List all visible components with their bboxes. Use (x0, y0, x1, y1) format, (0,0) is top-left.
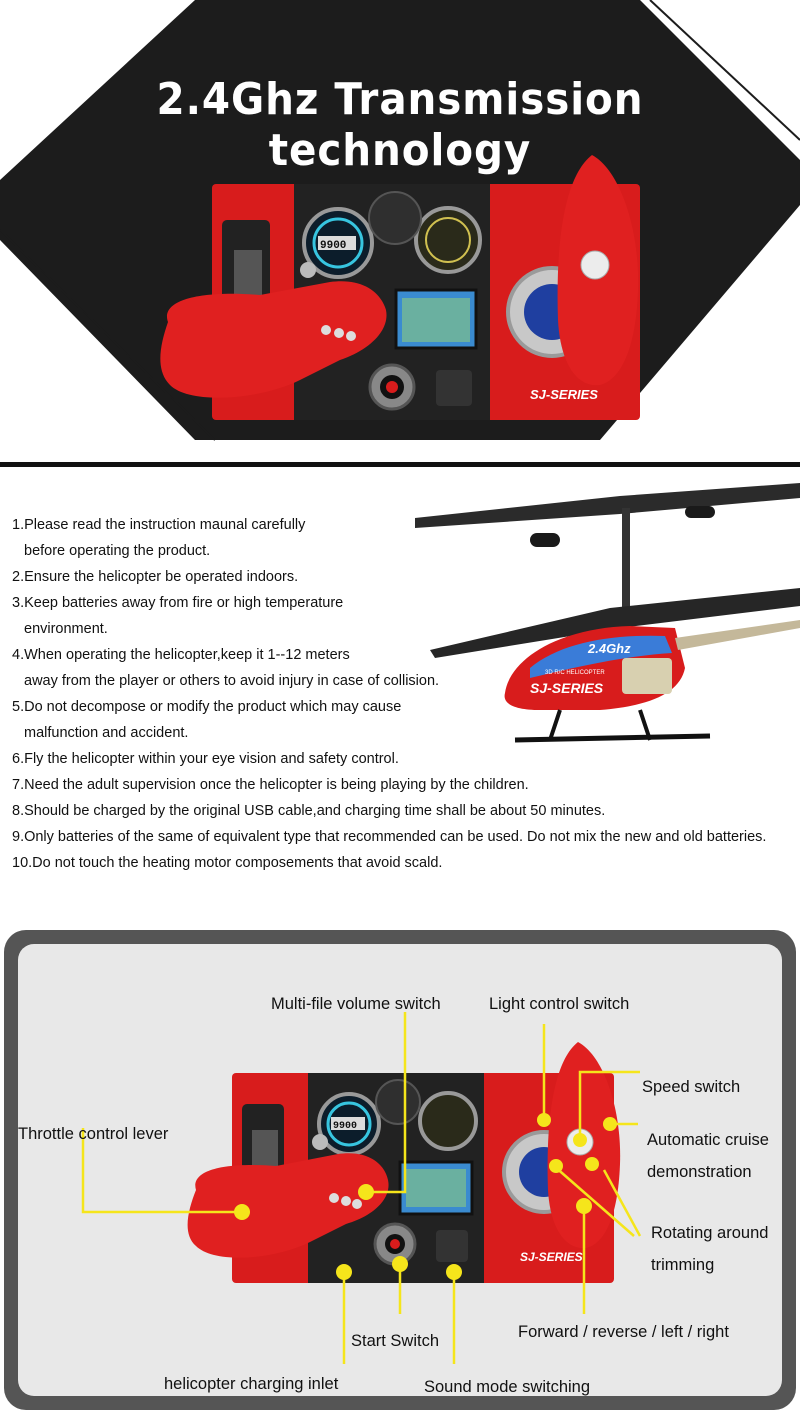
note-line: 4.When operating the helicopter,keep it 1--12 meters (12, 647, 350, 663)
note-5 (12, 694, 800, 746)
hero-brand: SJ-SERIES (530, 387, 598, 402)
label-auto-cruise: Automatic cruise (647, 1131, 769, 1149)
note-line: 6.Fly the helicopter within your eye vision and safety control. (12, 751, 399, 767)
note-4 (12, 642, 800, 694)
note-line: before operating the product. (24, 543, 211, 559)
note-8 (12, 798, 800, 824)
diagram-gauge-readout: 9900 (333, 1121, 358, 1132)
helicopter-badge: 2.4Ghz (588, 641, 631, 656)
note-line: 10.Do not touch the heating motor composements that avoid scald. (12, 855, 443, 871)
label-throttle-lever: Throttle control lever (18, 1125, 169, 1143)
helicopter-brand: SJ-SERIES (530, 680, 604, 696)
label-speed-switch: Speed switch (642, 1078, 741, 1096)
speaker-grille (369, 192, 421, 244)
label-auto-cruise-2: demonstration (647, 1163, 752, 1181)
controls-diagram (4, 930, 796, 1410)
note-line: 3.Keep batteries away from fire or high temperature (12, 595, 344, 611)
note-1 (12, 512, 800, 564)
note-6 (12, 746, 800, 772)
hero-banner (0, 0, 800, 462)
note-3 (12, 590, 800, 642)
label-volume-switch: Multi-file volume switch (271, 995, 441, 1013)
note-line: 5.Do not decompose or modify the product which may cause (12, 699, 402, 715)
label-charging-inlet: helicopter charging inlet (164, 1375, 339, 1393)
hero-graphic (0, 0, 800, 462)
note-line: 8.Should be charged by the original USB cable,and charging time shall be about 50 minutes. (12, 803, 606, 819)
note-line: 7.Need the adult supervision once the helicopter is being playing by the children. (12, 777, 529, 793)
diagram-brand: SJ-SERIES (520, 1250, 583, 1264)
safety-notes (12, 512, 800, 876)
hero-gauge-readout: 9900 (320, 240, 347, 252)
hero-title: 2.4Ghz Transmission technology (156, 74, 644, 176)
note-2 (12, 564, 800, 590)
note-line: malfunction and accident. (24, 725, 189, 741)
label-trimming: Rotating around (651, 1224, 769, 1242)
note-line: 1.Please read the instruction maunal carefully (12, 517, 306, 533)
note-9 (12, 824, 800, 850)
note-line: 2.Ensure the helicopter be operated indoors. (12, 569, 299, 585)
label-sound-mode: Sound mode switching (424, 1378, 591, 1396)
label-trimming-2: trimming (651, 1256, 715, 1274)
note-10 (12, 850, 800, 876)
note-7 (12, 772, 800, 798)
note-line: environment. (24, 621, 108, 637)
label-direction: Forward / reverse / left / right (518, 1323, 729, 1341)
note-line: 9.Only batteries of the same of equivalent type that recommended can be used. Do not mix the new and old batteries. (12, 829, 767, 845)
section-divider (0, 462, 800, 467)
helicopter-subtitle: 3D R/C HELICOPTER (545, 670, 605, 676)
label-start-switch: Start Switch (351, 1332, 440, 1350)
diagram-panel (18, 944, 782, 1396)
label-light-switch: Light control switch (489, 995, 630, 1013)
note-line: away from the player or others to avoid injury in case of collision. (24, 673, 440, 689)
